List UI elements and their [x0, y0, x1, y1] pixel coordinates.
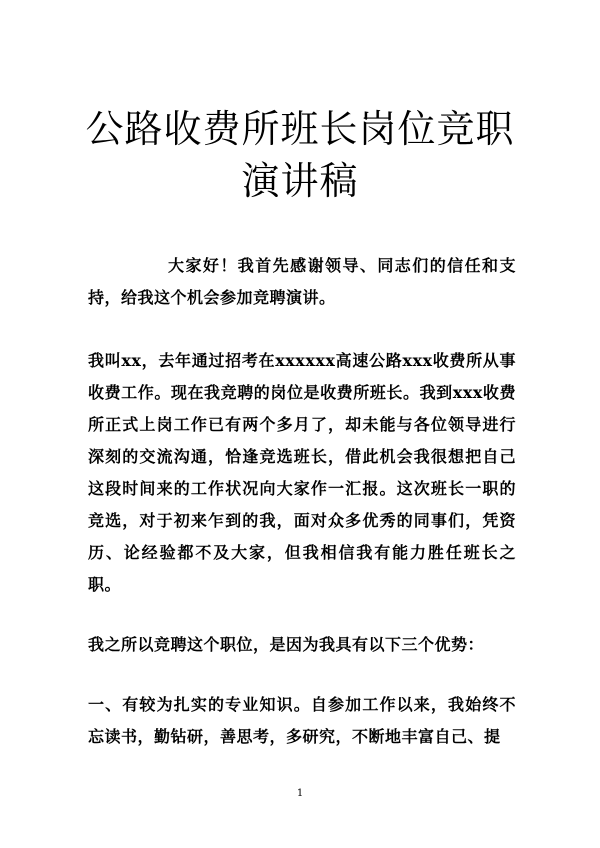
document-title-line1: 公路收费所班长岗位竞职: [85, 107, 515, 151]
page-number: 1: [296, 788, 304, 799]
paragraph-point1-text: 一、有较为扎实的专业知识。自参加工作以来，我始终不忘读书，勤钻研，善思考，多研究，不断地丰富自己、提: [88, 695, 516, 746]
paragraph-intro-text: 我叫xx，去年通过招考在xxxxxx高速公路xxx收费所从事收费工作。现在我竞聘的岗位是收费所班长。我到xxx收费所正式上岗工作已有两个多月了，却未能与各位领导进行深刻的交流沟通，恰逢竞选班长，借此机会我很想把自己这段时间来的工作状况向大家作一汇报。这次班长一职的竞选，对于初来乍到的我，面对众多优秀的同事们，凭资历、论经验都不及大家，但我相信我有能力胜任班长之职。: [88, 351, 516, 594]
paragraph-reason-text: 我之所以竞聘这个职位，是因为我具有以下三个优势：: [88, 635, 485, 654]
document-title-line2: 演讲稿: [241, 159, 359, 203]
paragraph-reason: [88, 629, 516, 661]
paragraph-greeting-text: 大家好！我首先感谢领导、同志们的信任和支持，给我这个机会参加竞聘演讲。: [88, 256, 516, 307]
paragraph-point1: [88, 689, 516, 753]
paragraph-intro: [88, 345, 516, 601]
paragraph-greeting: [88, 250, 516, 314]
